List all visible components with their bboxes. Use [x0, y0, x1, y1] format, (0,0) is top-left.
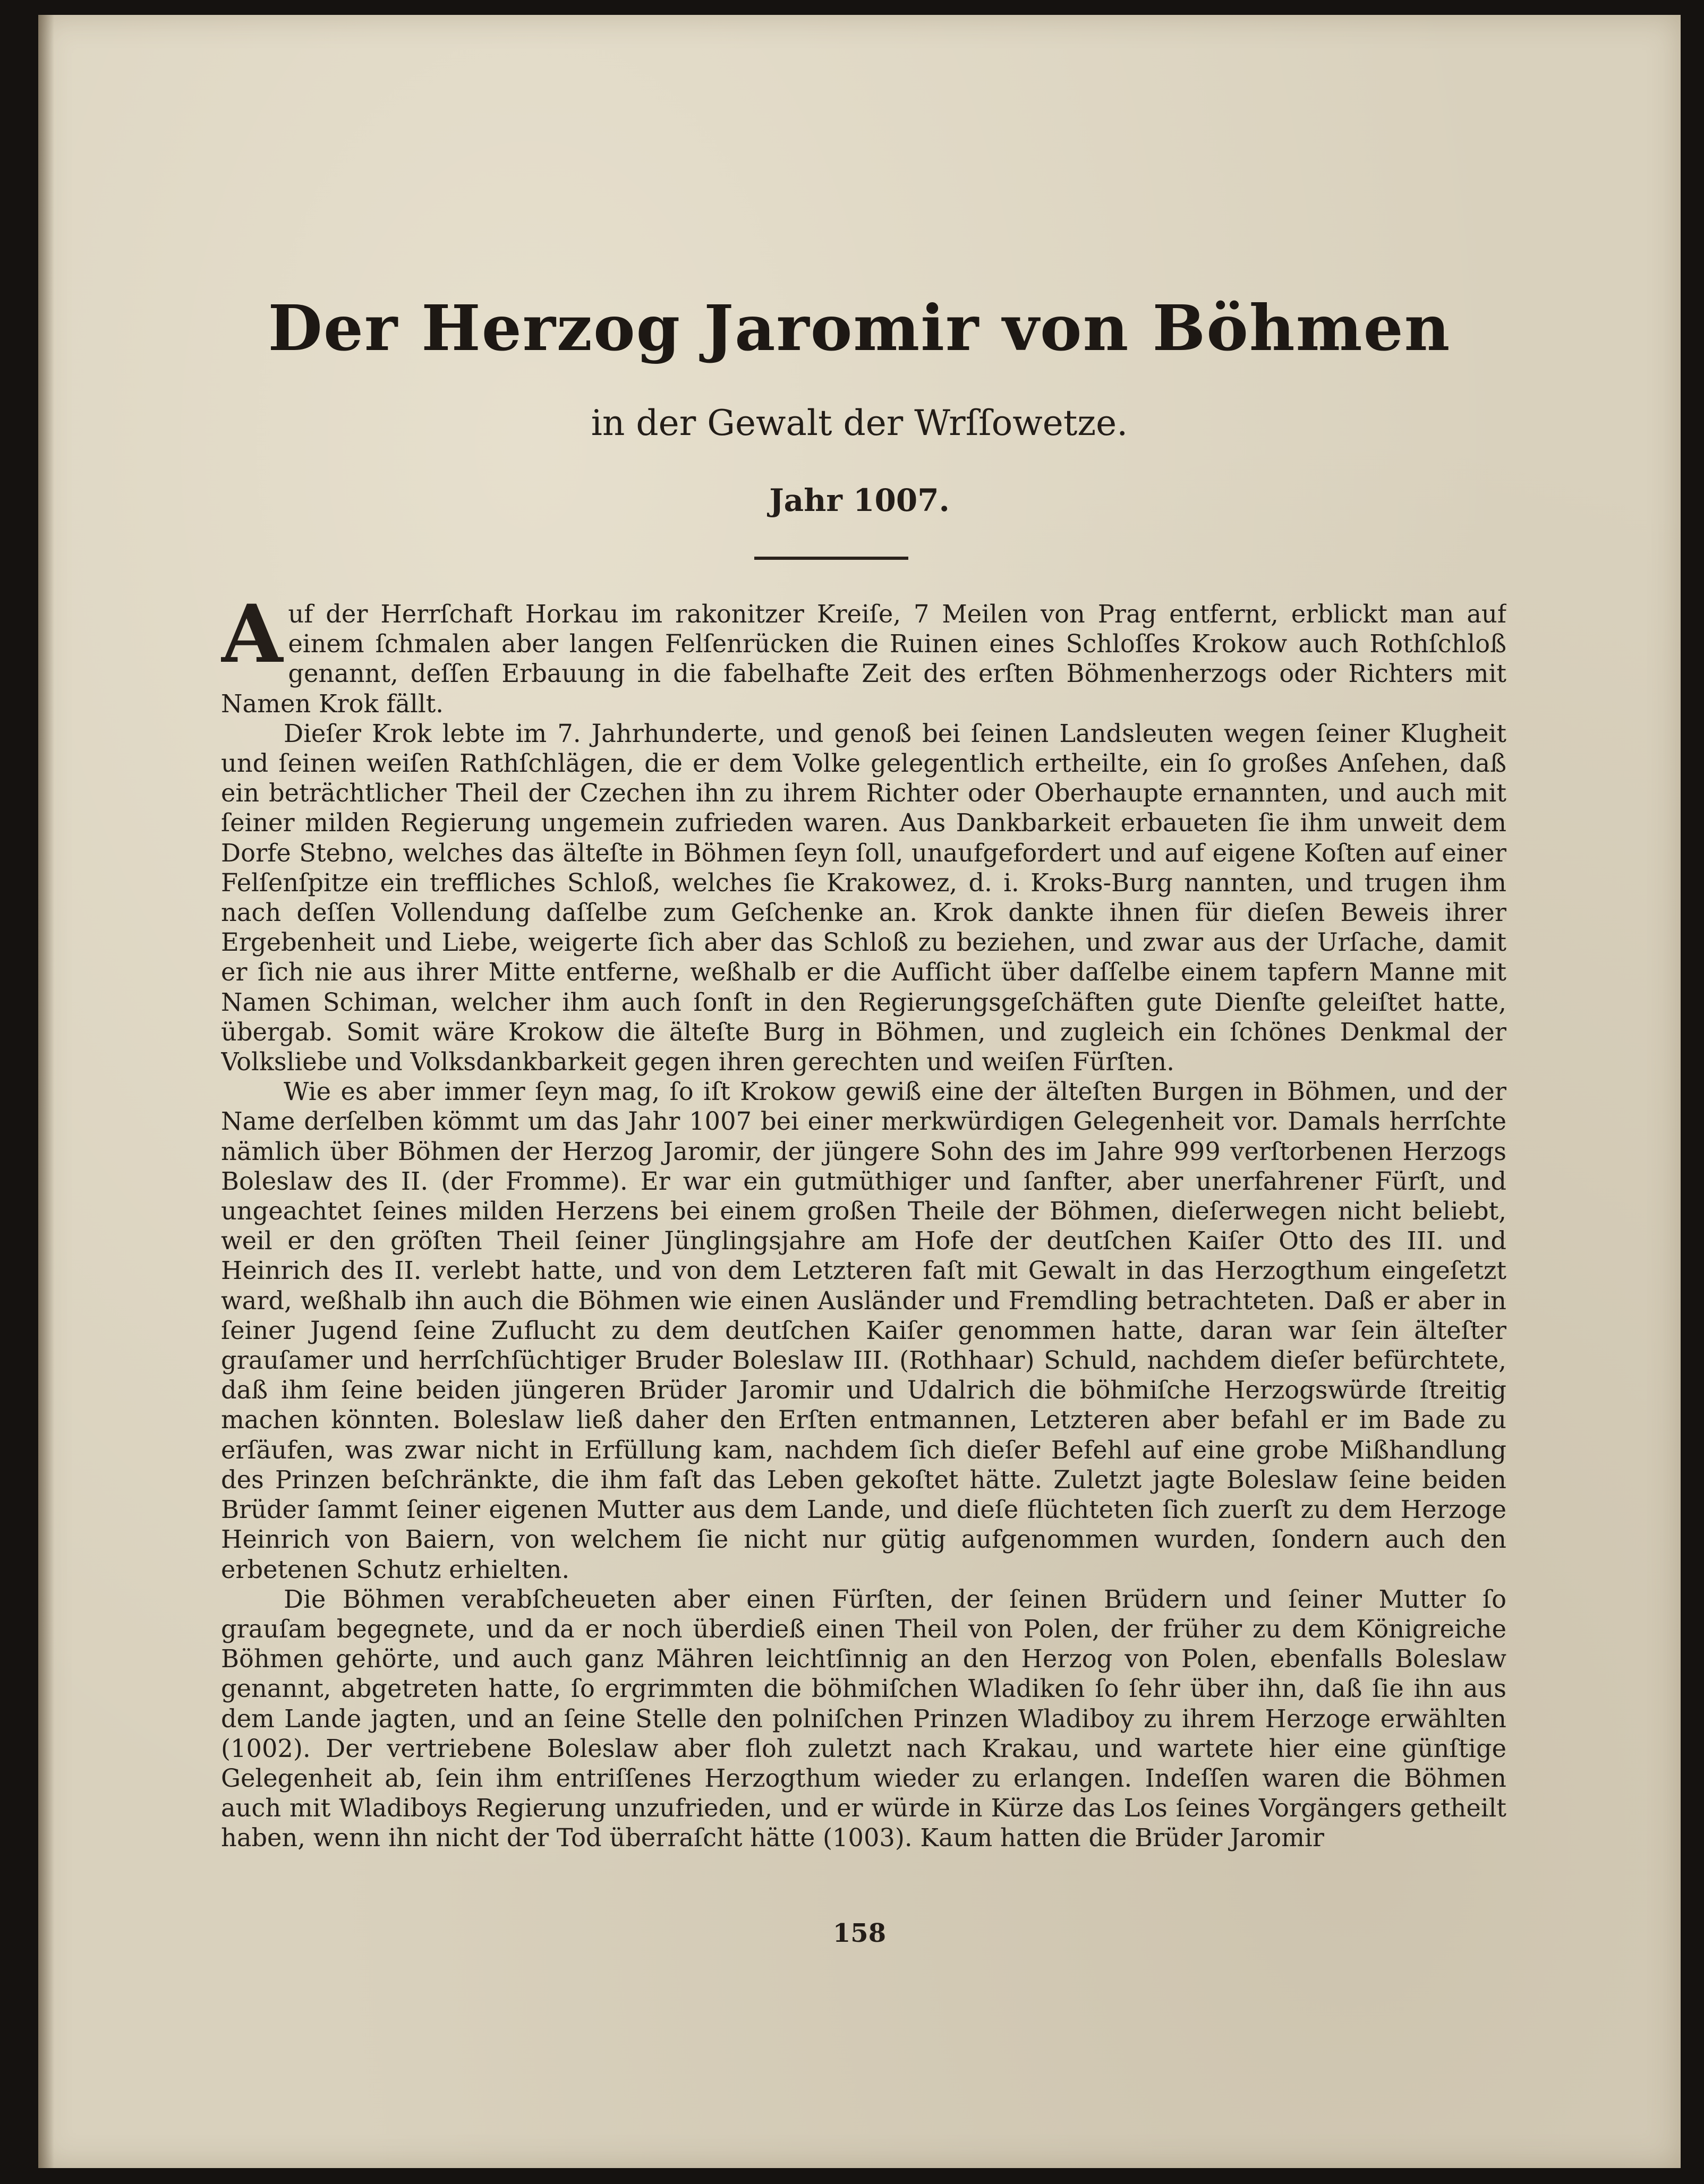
page-number: 158 — [832, 1918, 887, 1948]
body-text — [221, 599, 1506, 1884]
chapter-year: Jahr 1007. — [769, 482, 950, 518]
paragraph-1 — [221, 599, 1506, 719]
paragraph-1-text: uf der Herrſchaft Horkau im rakonitzer Kreiſe, 7 Meilen von Prag entfernt, erblickt man auf einem ſchmalen aber langen Felſenrücken die Ruinen eines Schloſſes Krokow auch Rothſchloß genannt, deſſen Erbauung in die fabelhafte Zeit des erſten Böhmenherzogs oder Richters mit Namen Krok fällt. — [221, 600, 1506, 718]
title-divider — [754, 557, 908, 560]
chapter-subtitle: in der Gewalt der Wrſſowetze. — [591, 403, 1128, 443]
paragraph-4: Die Böhmen verabſcheueten aber einen Fürſten, der ſeinen Brüdern und ſeiner Mutter ſo grauſam begegnete, und da er noch überdieß einen Theil von Polen, der früher zu dem Königreiche Böhmen gehörte, und auch ganz Mähren leichtſinnig an den Herzog von Polen, ebenfalls Boleslaw genannt, abgetreten hatte, ſo ergrimmten die böhmiſchen Wladiken ſo ſehr über ihn, daß ſie ihn aus dem Lande jagten, und an ſeine Stelle den polniſchen Prinzen Wladiboy zu ihrem Herzoge erwählten (1002). Der vertriebene Boleslaw aber floh zuletzt nach Krakau, und wartete hier eine günſtige Gelegenheit ab, ſein ihm entriſſenes Herzogthum wieder zu erlangen. Indeſſen waren die Böhmen auch mit Wladiboys Regierung unzufrieden, und er würde in Kürze das Los ſeines Vorgängers getheilt haben, wenn ihn nicht der Tod überraſcht hätte (1003). Kaum hatten die Brüder Jaromir — [221, 1584, 1506, 1853]
chapter-title: Der Herzog Jaromir von Böhmen — [268, 291, 1451, 365]
book-page — [38, 15, 1681, 2168]
drop-cap: A — [221, 599, 283, 681]
paragraph-3: Wie es aber immer ſeyn mag, ſo iſt Krokow gewiß eine der älteſten Burgen in Böhmen, und der Name derſelben kömmt um das Jahr 1007 bei einer merkwürdigen Gelegenheit vor. Damals herrſchte nämlich über Böhmen der Herzog Jaromir, der jüngere Sohn des im Jahre 999 verſtorbenen Herzogs Boleslaw des II. (der Fromme). Er war ein gutmüthiger und ſanfter, aber unerfahrener Fürſt, und ungeachtet ſeines milden Herzens bei einem großen Theile der Böhmen, dieſerwegen nicht beliebt, weil er den gröſten Theil ſeiner Jünglingsjahre am Hofe der deutſchen Kaiſer Otto des III. und Heinrich des II. verlebt hatte, und von dem Letzteren faſt mit Gewalt in das Herzogthum eingeſetzt ward, weßhalb ihn auch die Böhmen wie einen Ausländer und Fremdling betrachteten. Daß er aber in ſeiner Jugend ſeine Zuflucht zu dem deutſchen Kaiſer genommen hatte, daran war ſein älteſter grauſamer und herrſchſüchtiger Bruder Boleslaw III. (Rothhaar) Schuld, nachdem dieſer befürchtete, daß ihm ſeine beiden jüngeren Brüder Jaromir und Udalrich die böhmiſche Herzogswürde ſtreitig machen könnten. Boleslaw ließ daher den Erſten entmannen, Letzteren aber befahl er im Bade zu erſäufen, was zwar nicht in Erfüllung kam, nachdem ſich dieſer Befehl auf eine grobe Mißhandlung des Prinzen beſchränkte, die ihm faſt das Leben gekoſtet hätte. Zuletzt jagte Boleslaw ſeine beiden Brüder ſammt ſeiner eigenen Mutter aus dem Lande, und dieſe flüchteten ſich zuerſt zu dem Herzoge Heinrich von Baiern, von welchem ſie nicht nur gütig aufgenommen wurden, ſondern auch den erbetenen Schutz erhielten. — [221, 1077, 1506, 1584]
paragraph-2: Dieſer Krok lebte im 7. Jahrhunderte, und genoß bei ſeinen Landsleuten wegen ſeiner Klugheit und ſeinen weiſen Rathſchlägen, die er dem Volke gelegentlich ertheilte, ein ſo großes Anſehen, daß ein beträchtlicher Theil der Czechen ihn zu ihrem Richter oder Oberhaupte ernannten, und auch mit ſeiner milden Regierung ungemein zufrieden waren. Aus Dankbarkeit erbaueten ſie ihm unweit dem Dorfe Stebno, welches das älteſte in Böhmen ſeyn ſoll, unaufgefordert und auf eigene Koſten auf einer Felſenſpitze ein treffliches Schloß, welches ſie Krakowez, d. i. Kroks-Burg nannten, und trugen ihm nach deſſen Vollendung daſſelbe zum Geſchenke an. Krok dankte ihnen für dieſen Beweis ihrer Ergebenheit und Liebe, weigerte ſich aber das Schloß zu beziehen, und zwar aus der Urſache, damit er ſich nie aus ihrer Mitte entferne, weßhalb er die Aufſicht über daſſelbe einem tapfern Manne mit Namen Schiman, welcher ihm auch ſonſt in den Regierungsgeſchäften gute Dienſte geleiſtet hatte, übergab. Somit wäre Krokow die älteſte Burg in Böhmen, und zugleich ein ſchönes Denkmal der Volksliebe und Volksdankbarkeit gegen ihren gerechten und weiſen Fürſten. — [221, 719, 1506, 1077]
